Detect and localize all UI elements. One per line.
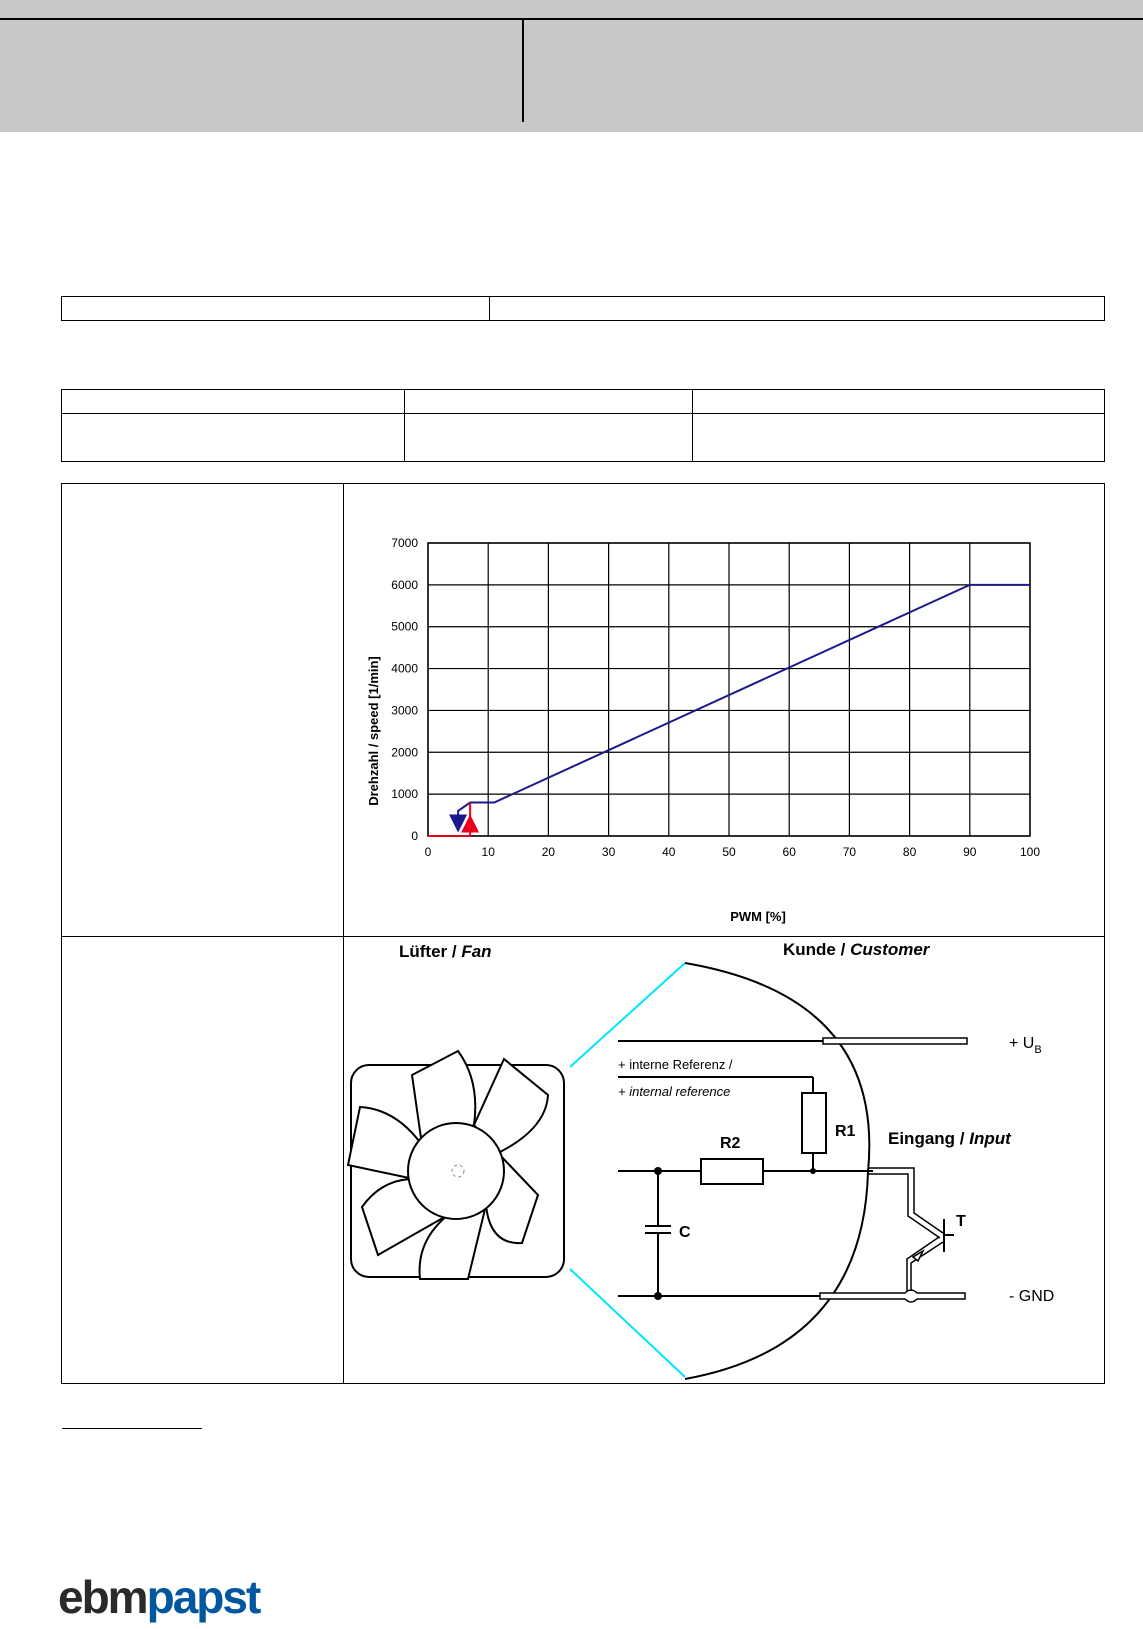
r1-resistor xyxy=(802,1093,826,1153)
input-label: Eingang / Input xyxy=(888,1129,1011,1148)
x-tick-label: 60 xyxy=(782,845,796,859)
x-tick-label: 90 xyxy=(963,845,977,859)
fan-title: Lüfter / Fan xyxy=(399,942,492,961)
y-tick-label: 1000 xyxy=(391,787,418,802)
r2-resistor xyxy=(701,1159,763,1184)
gnd-label: - GND xyxy=(1009,1288,1055,1305)
y-tick-label: 2000 xyxy=(391,745,418,760)
x-tick-label: 50 xyxy=(722,845,736,859)
x-tick-label: 80 xyxy=(902,845,917,859)
fan-icon xyxy=(348,1051,564,1279)
page-header xyxy=(0,0,1143,132)
info-table xyxy=(61,389,1105,462)
y-axis-label: Drehzahl / speed [1/min] xyxy=(366,656,381,806)
y-tick-label: 3000 xyxy=(391,703,418,718)
speed-chart xyxy=(345,536,1095,930)
x-tick-labels xyxy=(425,845,1041,859)
info-row-1 xyxy=(61,296,1105,321)
c-label: C xyxy=(679,1224,691,1241)
x-tick-label: 40 xyxy=(662,845,676,859)
x-tick-label: 10 xyxy=(481,845,495,859)
r1-label: R1 xyxy=(835,1123,856,1140)
header-top-line xyxy=(0,18,1143,20)
x-tick-label: 70 xyxy=(842,845,857,859)
footnote-rule xyxy=(62,1428,202,1429)
x-tick-label: 100 xyxy=(1019,845,1041,859)
y-tick-label: 4000 xyxy=(391,661,418,676)
customer-title: Kunde / Customer xyxy=(783,940,930,959)
y-tick-label: 7000 xyxy=(391,536,418,550)
r2-label: R2 xyxy=(720,1135,741,1152)
x-tick-label: 0 xyxy=(424,845,432,859)
x-tick-label: 30 xyxy=(601,845,616,859)
y-tick-label: 0 xyxy=(411,829,418,843)
ebmpapst-logo: ebmpapst xyxy=(58,1571,260,1623)
y-tick-labels xyxy=(391,536,418,843)
ref-label-2: + internal reference xyxy=(618,1084,731,1099)
header-divider xyxy=(522,20,524,122)
transistor xyxy=(907,1219,954,1291)
circuit-diagram xyxy=(343,937,1093,1383)
x-axis-label: PWM [%] xyxy=(730,909,786,924)
y-tick-label: 6000 xyxy=(391,577,418,592)
ub-label: + $U_B$ xyxy=(1009,1035,1042,1056)
y-tick-label: 5000 xyxy=(391,619,418,634)
ref-label-1: + interne Referenz / xyxy=(618,1057,733,1072)
x-tick-label: 20 xyxy=(541,845,556,859)
t-label: T xyxy=(956,1213,966,1230)
